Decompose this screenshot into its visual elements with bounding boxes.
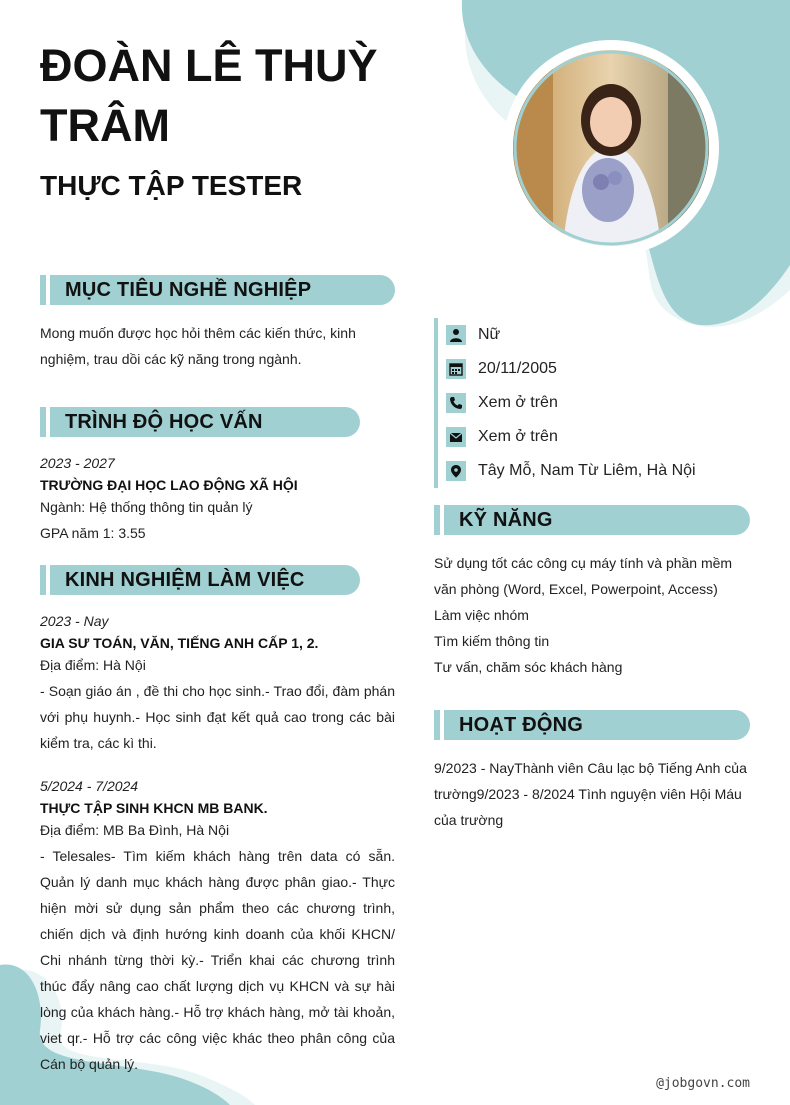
skill-item: Sử dụng tốt các công cụ máy tính và phần mềm văn phòng (Word, Excel, Powerpoint, Access) (434, 555, 733, 597)
contact-address (438, 454, 758, 488)
portrait-photo (513, 50, 709, 246)
skill-item: Làm việc nhóm (434, 607, 529, 623)
contact-text: Xem ở trên (478, 394, 558, 411)
contact-birthday (438, 352, 758, 386)
experience-period: 2023 - Nay (40, 613, 109, 629)
activities-heading: HOẠT ĐỘNG (434, 710, 750, 740)
activities-text: 9/2023 - NayThành viên Câu lạc bộ Tiếng Anh của trường9/2023 - 8/2024 Tình nguyện viên Hội Máu của trường (434, 760, 747, 828)
contact-list (434, 318, 758, 488)
experience-description: - Soạn giáo án , đề thi cho học sinh.- Trao đổi, đàm phán với phụ huynh.- Học sinh đạt kết quả cao trong các bài kiểm tra, các kì thi. (40, 683, 395, 751)
job-title: THỰC TẬP TESTER (40, 170, 303, 201)
contact-email (438, 420, 758, 454)
education-heading: TRÌNH ĐỘ HỌC VẤN (40, 407, 360, 437)
calendar-icon (446, 359, 466, 379)
watermark: @jobgovn.com (656, 1076, 750, 1091)
education-gpa: GPA năm 1: 3.55 (40, 525, 146, 541)
objective-heading: MỤC TIÊU NGHỀ NGHIỆP (40, 275, 395, 305)
phone-icon (446, 393, 466, 413)
skills-heading: KỸ NĂNG (434, 505, 750, 535)
experience-heading: KINH NGHIỆM LÀM VIỆC (40, 565, 360, 595)
experience-role: GIA SƯ TOÁN, VĂN, TIẾNG ANH CẤP 1, 2. (40, 635, 319, 651)
experience-location: Địa điểm: Hà Nội (40, 657, 146, 673)
experience-description: - Telesales- Tìm kiếm khách hàng trên data có sẵn. Quản lý danh mục khách hàng được phân giao.- Thực hiện mời sử dụng sản phẩm theo các chương trình, chiến dịch và định hướng kinh doanh của khối KHCN/ Chi nhánh từng thời kỳ.- Triển khai các chương trình thúc đẩy nâng cao chất lượng dịch vụ KHCN và sự hài lòng của khách hàng.- Hỗ trợ khách hàng, mở tài khoản, viet qr.- Hỗ trợ các công việc khác theo phân công của Cán bộ quản lý. (40, 848, 395, 1072)
objective-text: Mong muốn được học hỏi thêm các kiến thức, kinh nghiệm, trau dồi các kỹ năng trong ngành. (40, 325, 356, 367)
skills-list (434, 550, 750, 680)
education-school: TRƯỜNG ĐẠI HỌC LAO ĐỘNG XÃ HỘI (40, 477, 298, 493)
avatar (503, 40, 719, 256)
education-period: 2023 - 2027 (40, 455, 115, 471)
contact-text: Nữ (478, 326, 501, 343)
experience-role: THỰC TẬP SINH KHCN MB BANK. (40, 800, 268, 816)
contact-text: Tây Mỗ, Nam Từ Liêm, Hà Nội (478, 462, 696, 479)
experience-period: 5/2024 - 7/2024 (40, 778, 139, 794)
mail-icon (446, 427, 466, 447)
location-icon (446, 461, 466, 481)
skill-item: Tư vấn, chăm sóc khách hàng (434, 659, 623, 675)
contact-text: Xem ở trên (478, 428, 558, 445)
education-major: Ngành: Hệ thống thông tin quản lý (40, 499, 253, 515)
experience-item (40, 773, 395, 1077)
experience-item (40, 608, 395, 756)
contact-phone (438, 386, 758, 420)
contact-gender (438, 318, 758, 352)
user-icon (446, 325, 466, 345)
skill-item: Tìm kiếm thông tin (434, 633, 550, 649)
candidate-name: ĐOÀN LÊ THUỲ TRÂM (40, 40, 378, 151)
contact-text: 20/11/2005 (478, 360, 557, 377)
education-block (40, 450, 395, 546)
experience-location: Địa điểm: MB Ba Đình, Hà Nội (40, 822, 230, 838)
